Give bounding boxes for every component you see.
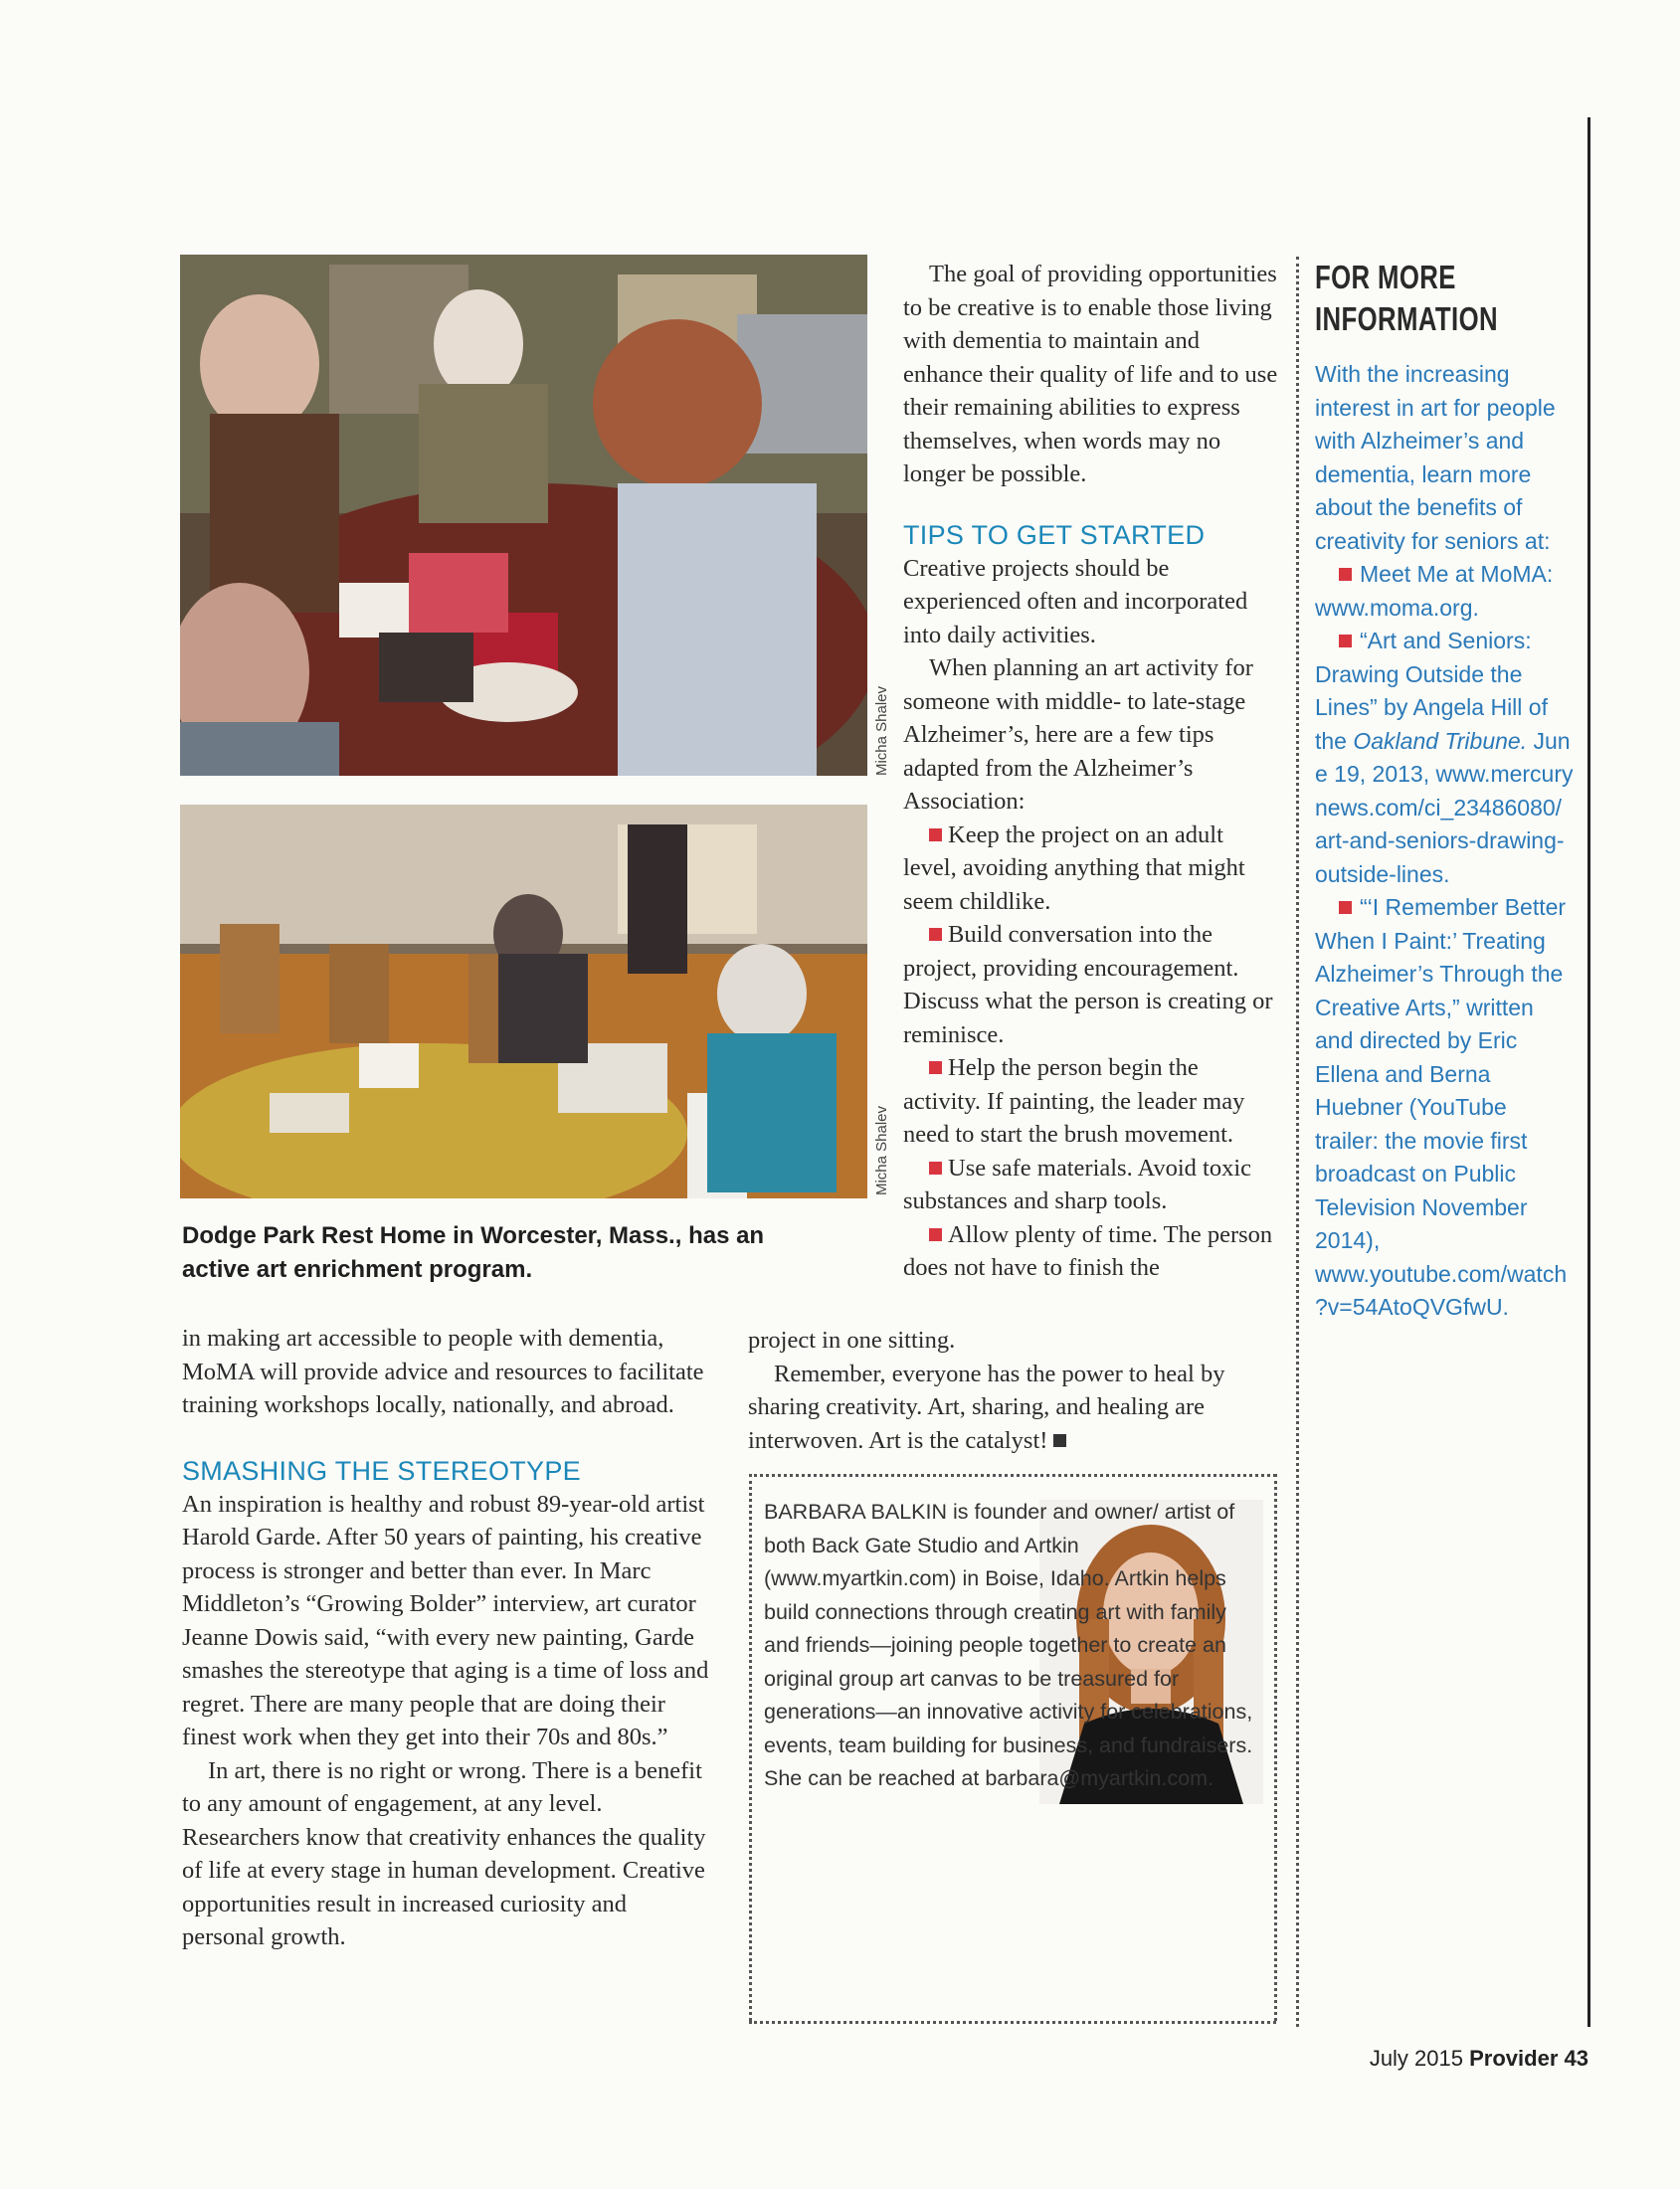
bio-box-top-border (749, 1474, 1276, 1477)
sidebar-title-line2: INFORMATION (1315, 300, 1498, 337)
page-edge-rule (1587, 117, 1590, 2027)
bio-box-left-border (749, 1474, 752, 2021)
middle-paragraph-2: When planning an art activity for someone with middle- to late-stage Alzheimer’s, here are a few tips adapted from the Alzheimer’s Association: (903, 654, 1253, 815)
tip-item (903, 819, 1281, 919)
middle-column-continuation (748, 1324, 1275, 1457)
photo-credit-bottom: Micha Shalev (873, 1106, 890, 1196)
folio-date: July 2015 (1369, 2046, 1463, 2071)
page-folio (1370, 2046, 1588, 2072)
middle-intro-paragraph: The goal of providing opportunities to be creative is to enable those living with dementia to maintain and enhance their quality of life and to use their remaining abilities to express themselves, when words may no longer be possible. (903, 261, 1278, 487)
sidebar-intro: With the increasing interest in art for people with Alzheimer’s and dementia, learn more about the benefits of creativity for seniors at: (1315, 361, 1556, 554)
red-bullet-icon (929, 1162, 942, 1175)
tip-text: Use safe materials. Avoid toxic substances and sharp tools. (903, 1154, 1252, 1214)
sidebar-title-line1: FOR MORE (1315, 259, 1456, 295)
sidebar-item-text: June 19, 2013, www.mercurynews.com/ci_23486080/art-and-seniors-drawing-outside-lines. (1315, 727, 1574, 887)
middle-column (903, 258, 1281, 1285)
left-paragraph-2: In art, there is no right or wrong. There is a benefit to any amount of engagement, at any level. Researchers know that creativity enhances the quality of life at every stage in human development. Creative opportunities result in increased curiosity and personal growth. (182, 1756, 706, 1950)
tip-text: Keep the project on an adult level, avoiding anything that might seem childlike. (903, 821, 1245, 915)
folio-magazine: Provider (1469, 2046, 1559, 2071)
tip-text: Help the person begin the activity. If painting, the leader may need to start the brush movement. (903, 1054, 1245, 1148)
sidebar-title (1315, 257, 1509, 340)
author-bio (764, 1496, 1261, 1796)
tip-item (903, 1152, 1281, 1218)
red-bullet-icon (929, 1228, 942, 1241)
folio-page-number: 43 (1564, 2046, 1588, 2071)
left-column (182, 1322, 711, 1954)
tip-text: Allow plenty of time. The person does not have to finish the (903, 1220, 1273, 1281)
photo-caption: Dodge Park Rest Home in Worcester, Mass., has an active art enrichment program. (182, 1222, 765, 1283)
photo-art-session-top (180, 255, 867, 776)
heading-tips-to-get-started: TIPS TO GET STARTED (903, 519, 1206, 550)
end-mark-icon (1053, 1434, 1066, 1447)
bio-box-bottom-border (749, 2021, 1276, 2024)
tip-item (903, 1218, 1281, 1285)
red-bullet-icon (1339, 901, 1352, 914)
left-paragraph-1: An inspiration is healthy and robust 89-year-old artist Harold Garde. After 50 years of painting, his creative process is stronger and better than ever. In Marc Middleton’s “Growing Bolder” interview, art curator Jeanne Dowis said, “with every new painting, Garde smashes the stereotype that aging is a time of loss and regret. There are many people that are doing their finest work when they get into their 70s and 80s.” (182, 1490, 709, 1750)
red-bullet-icon (1339, 635, 1352, 647)
tip-text: Build conversation into the project, providing encouragement. Discuss what the person is creating or reminisce. (903, 921, 1273, 1048)
left-continuation-paragraph: in making art accessible to people with dementia, MoMA will provide advice and resources to facilitate training workshops locally, nationally, and abroad. (182, 1325, 704, 1418)
sidebar-item-text: “Art and Seniors: Drawing Outside the Lines” by Angela Hill of the (1315, 628, 1548, 754)
red-bullet-icon (929, 1061, 942, 1074)
red-bullet-icon (929, 928, 942, 941)
sidebar-item-film (1315, 891, 1574, 1325)
author-bio-text: BARBARA BALKIN is founder and owner/ artist of both Back Gate Studio and Artkin (www.myartkin.com) in Boise, Idaho. Artkin helps build connections through creating art with family and friends—joining people together to create an original group art canvas to be treasured for generations—an innovative activity for celebrations, events, team building for business, and fundraisers. She can be reached at barbara@myartkin.com. (764, 1500, 1253, 1790)
sidebar-item-article (1315, 625, 1574, 891)
sidebar-item-publication: Oakland Tribune. (1353, 727, 1528, 754)
sidebar-item-moma (1315, 558, 1574, 625)
middle-paragraph-1: Creative projects should be experienced often and incorporated into daily activities. (903, 554, 1248, 648)
sidebar-item-text: Meet Me at MoMA: www.moma.org. (1315, 561, 1554, 621)
heading-smashing-the-stereotype: SMASHING THE STEREOTYPE (182, 1455, 581, 1486)
closing-paragraph (748, 1358, 1275, 1458)
closing-text: Remember, everyone has the power to heal by sharing creativity. Art, sharing, and healing are interwoven. Art is the catalyst! (748, 1360, 1225, 1454)
tip-item (903, 918, 1281, 1051)
sidebar-body (1315, 358, 1574, 1325)
red-bullet-icon (1339, 568, 1352, 581)
red-bullet-icon (929, 828, 942, 841)
tip-continuation: project in one sitting. (748, 1327, 956, 1354)
sidebar-divider (1296, 257, 1299, 2027)
sidebar-item-text: “‘I Remember Better When I Paint:’ Treating Alzheimer’s Through the Creative Arts,” written and directed by Eric Ellena and Berna Huebner (YouTube trailer: the movie first broadcast on Public Television November 2014), www.youtube.com/watch?v=54AtoQVGfwU. (1315, 894, 1568, 1320)
photo-credit-top: Micha Shalev (873, 686, 890, 777)
photo-art-session-bottom (180, 805, 867, 1198)
tip-item (903, 1051, 1281, 1152)
bio-box-right-border (1274, 1474, 1277, 2021)
